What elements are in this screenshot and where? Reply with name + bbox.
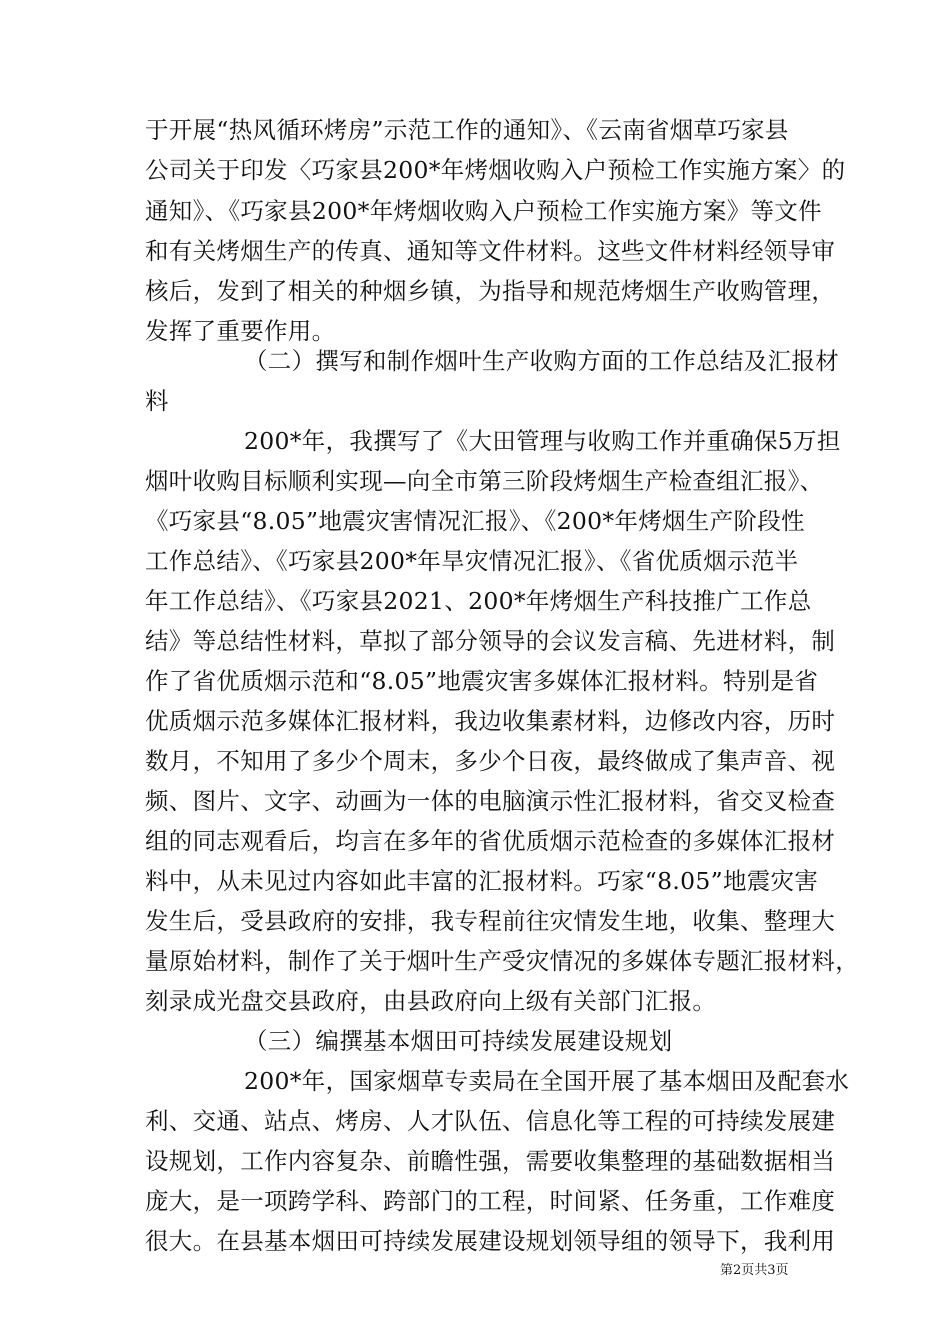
text-line: 料 bbox=[145, 387, 169, 415]
text-line: 庞大，是一项跨学科、跨部门的工程，时间紧、任务重，工作难度 bbox=[145, 1187, 836, 1215]
text-line: 利、交通、站点、烤房、人才队伍、信息化等工程的可持续发展建 bbox=[145, 1107, 836, 1135]
text-line: 数月，不知用了多少个周末，多少个日夜，最终做成了集声音、视 bbox=[145, 747, 836, 775]
paragraph-start: 200*年，国家烟草专卖局在全国开展了基本烟田及配套水 bbox=[244, 1067, 850, 1095]
text-line: 量原始材料，制作了关于烟叶生产受灾情况的多媒体专题汇报材料， bbox=[145, 947, 859, 975]
text-line: 组的同志观看后，均言在多年的省优质烟示范检查的多媒体汇报材 bbox=[145, 827, 836, 855]
text-line: 《巧家县“8.05”地震灾害情况汇报》、《200*年烤烟生产阶段性 bbox=[145, 507, 805, 535]
text-line: 优质烟示范多媒体汇报材料，我边收集素材料，边修改内容，历时 bbox=[145, 707, 836, 735]
page-number: 第2页共3页 bbox=[720, 1263, 789, 1278]
paragraph-start: 200*年，我撰写了《大田管理与收购工作并重确保5万担 bbox=[244, 427, 841, 455]
text-line: 公司关于印发〈巧家县200*年烤烟收购入户预检工作实施方案〉的 bbox=[145, 156, 846, 184]
text-line: 频、图片、文字、动画为一体的电脑演示性汇报材料，省交叉检查 bbox=[145, 787, 836, 815]
text-line: 通知》、《巧家县200*年烤烟收购入户预检工作实施方案》等文件 bbox=[145, 197, 822, 225]
text-line: 设规划，工作内容复杂、前瞻性强，需要收集整理的基础数据相当 bbox=[145, 1147, 836, 1175]
text-line: 料中，从未见过内容如此丰富的汇报材料。巧家“8.05”地震灾害 bbox=[145, 867, 819, 895]
text-line: 和有关烤烟生产的传真、通知等文件材料。这些文件材料经领导审 bbox=[145, 237, 836, 265]
text-line: 作了省优质烟示范和“8.05”地震灾害多媒体汇报材料。特别是省 bbox=[145, 667, 819, 695]
text-line: 刻录成光盘交县政府，由县政府向上级有关部门汇报。 bbox=[145, 987, 717, 1015]
text-line: 发挥了重要作用。 bbox=[145, 317, 336, 345]
section-heading: （三）编撰基本烟田可持续发展建设规划 bbox=[244, 1027, 673, 1055]
text-line: 烟叶收购目标顺利实现—向全市第三阶段烤烟生产检查组汇报》、 bbox=[145, 467, 824, 495]
text-line: 很大。在县基本烟田可持续发展建设规划领导组的领导下，我利用 bbox=[145, 1227, 836, 1255]
text-line: 工作总结》、《巧家县200*年旱灾情况汇报》、《省优质烟示范半 bbox=[145, 547, 799, 575]
text-line: 核后，发到了相关的种烟乡镇，为指导和规范烤烟生产收购管理， bbox=[145, 277, 836, 305]
section-heading: （二）撰写和制作烟叶生产收购方面的工作总结及汇报材 bbox=[244, 347, 839, 375]
text-line: 年工作总结》、《巧家县2021、200*年烤烟生产科技推广工作总 bbox=[145, 587, 812, 615]
text-line: 于开展“热风循环烤房”示范工作的通知》、《云南省烟草巧家县 bbox=[145, 116, 789, 144]
text-line: 结》等总结性材料，草拟了部分领导的会议发言稿、先进材料，制 bbox=[145, 627, 836, 655]
text-line: 发生后，受县政府的安排，我专程前往灾情发生地，收集、整理大 bbox=[145, 907, 836, 935]
